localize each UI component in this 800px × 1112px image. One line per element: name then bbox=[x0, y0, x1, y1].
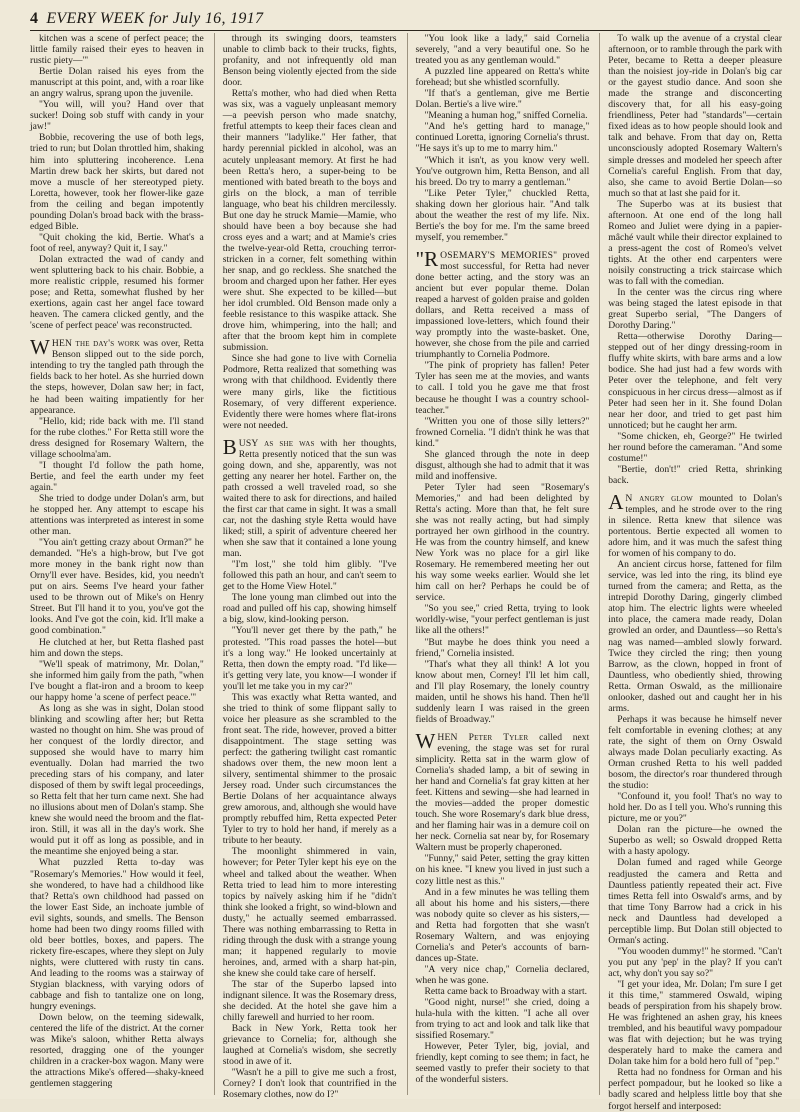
paragraph-text: mounted to Dolan's temples, and he strode over to the ring in silence. Retta knew that silence was portentous. Bertie expected all women to adore him, and it was much the safest thing for women of his company to do. bbox=[608, 492, 782, 560]
body-paragraph bbox=[223, 692, 397, 847]
lead-in: HEN Peter Tyler bbox=[437, 731, 529, 743]
body-paragraph bbox=[416, 603, 590, 636]
paragraph-text: The moonlight shimmered in vain, however; for Peter Tyler kept his eye on the wheel and talked about the weather. When Retta tried to lead him to more interesting topics by naïvely asking him if he "didn't think she looked a fright, so wind-blown and dusty," he actually seemed embarrassed. There was nothing embarrassing to Retta in riding through the dusk with a strange young man; it happened regularly to movie heroines, and, armed with a sharp hat-pin, she knew she could take care of herself. bbox=[222, 846, 397, 979]
paragraph-text: "Confound it, you fool! That's no way to hold her. Do as I tell you. Who's running this picture, me or you?" bbox=[608, 791, 782, 825]
paragraph-text: through its swinging doors, teamsters unable to climb back to their trucks, fights, profanity, and not infrequently old man Benson being violently ejected from the side door. bbox=[222, 33, 397, 89]
body-paragraph bbox=[608, 331, 782, 430]
paragraph-text: Since she had gone to live with Cornelia Podmore, Retta realized that something was wrong with that childhood. Evidently there were many girls, like the fictitious Rosemary, of very different experience. Evidently there were homes where flat-irons were not needed. bbox=[222, 353, 397, 431]
paragraph-text: "I get your idea, Mr. Dolan; I'm sure I get it this time," stammered Oswald, wiping beads of perspiration from his shapely brow. He was frightened an ashen gray, his knees trembled, and his beautiful wavy pompadour was flat with dejection; but he was trying desperately hard to make the camera and Dolan take him for a bold hero full of "pep." bbox=[608, 978, 782, 1068]
paragraph-text: Peter Tyler had seen "Rosemary's Memories," and had been delighted by Retta's acting. More than that, he felt sure she was not really acting, but had simply portrayed her own girlhood in the country. He was from the country himself, and knew New York was no place for a girl like Rosemary. He remembered meeting her out his way some weeks earlier. Would she let him call on her? Perhaps he could be of service. bbox=[415, 481, 590, 604]
paragraph-text: kitchen was a scene of perfect peace; the little family raised their eyes to heaven in rustic piety—'" bbox=[30, 33, 204, 67]
paragraph-text: "Good night, nurse!" she cried, doing a hula-hula with the kitten. "I ache all over from trying to act and look and talk like that sissified Rosemary." bbox=[415, 997, 590, 1042]
paragraph-text: "That's what they all think! A lot you know about men, Corney! I'll let him call, and I'll play Rosemary, the lonely country maiden, until he shows his hand. Then he'll suddenly learn I was raised in the green fields of Broadway." bbox=[415, 658, 590, 725]
body-paragraph bbox=[416, 853, 590, 886]
body-paragraph bbox=[416, 66, 590, 88]
body-paragraph bbox=[223, 979, 397, 1023]
paragraph-text: Down below, on the teeming sidewalk, centered the life of the district. At the corner was Mike's saloon, whither Retta always resorted, dragging one of the younger children in a cracker-box wagon. Many were the attractions Mike's offered—shaky-kneed gentlemen staggering bbox=[30, 1012, 204, 1090]
paragraph-text: "Meaning a human hog," sniffed Cornelia. bbox=[424, 110, 588, 122]
paragraph-text: "You look like a lady," said Cornelia severely, "and a very beautiful one. So he treated you as any gentleman would." bbox=[415, 33, 590, 67]
paragraph-text: "The pink of propriety has fallen! Peter Tyler has seen me at the movies, and wants to call. I told you he gave me that frost because he thought I was a country school-teacher." bbox=[415, 360, 590, 416]
body-paragraph bbox=[223, 846, 397, 979]
paragraph-text: Back in New York, Retta took her grievance to Cornelia; for, although she laughed at Cornelia's wisdom, she secretly stood in awe of it. bbox=[222, 1023, 397, 1068]
body-paragraph bbox=[608, 199, 782, 287]
paragraph-text: "If that's a gentleman, give me Bertie Dolan. Bertie's a live wire." bbox=[415, 88, 590, 111]
paragraph-text: However, Peter Tyler, big, jovial, and friendly, kept coming to see them; in fact, he seemed vastly to prefer their society to that of the wonderful sisters. bbox=[415, 1041, 590, 1086]
section-opening-paragraph bbox=[608, 489, 782, 560]
body-paragraph bbox=[416, 110, 590, 121]
paragraph-text: "You will, will you? Hand over that sucker! Doing sob stuff with candy in your jaw!" bbox=[30, 99, 204, 133]
paragraph-text: And in a few minutes he was telling them all about his home and his sisters,—there was nobody quite so clever as his sisters,—and Retta had forgotten that she wasn't Rosemary Waltern, and was enjoying Cornelia's and Peter's accounts of barn-dances up-State. bbox=[415, 886, 590, 964]
paragraph-text: To walk up the avenue of a crystal clear afternoon, or to ramble through the park with Peter, became to Retta a deeper pleasure than the noisiest joy-ride in Dolan's big car or the gayest studio dance. And soon she made the strange and disconcerting discovery that, for all his easy-going friendliness, Peter had "standards"—certain fixed ideas as to how people should look and talk and behave. From that day on, Retta unconsciously adopted Rosemary Waltern's simple dresses and modeled her speech after Cornelia's careful English. From that day, also, she came to avoid Bertie Dolan—so much so that at last she paid for it. bbox=[608, 33, 782, 199]
body-paragraph bbox=[30, 537, 204, 636]
paragraph-text: What puzzled Retta to-day was "Rosemary's Memories." How would it feel, she wondered, to have had a childhood like that? Retta's own childhood had passed on the lower East Side, an inchoate jumble of evil sights, sounds, and smells. The Benson home had been two dingy rooms filled with old beer bottles, boxes, and papers. The rickety fire-escapes, where they slept on July nights, were cluttered with rusty tin cans. And leading to the rooms was a stairway of Stygian blackness, with varying odors of cabbage and fish to tantalize one on long, hungry evenings. bbox=[30, 857, 204, 1013]
paragraph-text: "You ain't getting crazy about Orman?" he demanded. "He's a high-brow, but I've got more money in the bank right now than Orny'll ever have. Besides, kid, you needn't put on airs. Seems I've heard your father used to be thrown out of Mike's on Henry Street. But I'll hand it to you, you've got the looks. And I've got the coin, kid. It'll make a good combination." bbox=[30, 537, 204, 637]
body-paragraph bbox=[416, 1041, 590, 1085]
body-paragraph bbox=[608, 857, 782, 945]
paragraph-text: Dolan extracted the wad of candy and went spluttering back to his chair. Bobbie, a more realistic cripple, resumed his former pose; and Retta, somewhat flushed by her exertions, again cast her angel face toward heaven. The camera clicked gently, and the 'scene of perfect peace' was reconstructed. bbox=[30, 253, 204, 332]
body-paragraph bbox=[608, 559, 782, 714]
body-paragraph bbox=[608, 431, 782, 464]
lead-in: OSEMARY'S MEMORIES" bbox=[440, 249, 558, 261]
paragraph-text: was over, Retta Benson slipped out to the side porch, intending to try the tangled path through the fields back to her hotel. As she hurried down the steps, however, Dolan saw her; in fact, he had been waiting impatiently for her appearance. bbox=[30, 338, 204, 416]
paragraph-text: He clutched at her, but Retta flashed past him and down the steps. bbox=[30, 636, 204, 659]
body-paragraph bbox=[416, 637, 590, 659]
body-paragraph bbox=[223, 559, 397, 592]
body-paragraph bbox=[30, 460, 204, 493]
drop-cap: W bbox=[30, 335, 50, 360]
paragraph-text: Dolan ran the picture—he owned the Superbo as well; so Oswald dropped Retta with a hasty apology. bbox=[608, 824, 782, 858]
paragraph-text: "A very nice chap," Cornelia declared, when he was gone. bbox=[415, 963, 590, 986]
paragraph-text: "Like Peter Tyler," chuckled Retta, shaking down her glorious hair. "And talk about the weather the rest of my life. Nix. Bertie's the boy for me. I'm the same breed myself, you remember." bbox=[415, 187, 590, 243]
paragraph-text: Retta had no fondness for Orman and his perfect pompadour, but he looked so like a badly scared and helpless little boy that she forgot herself and interposed: bbox=[608, 1067, 782, 1112]
body-paragraph bbox=[608, 946, 782, 979]
paragraph-text: "So you see," cried Retta, trying to look worldly-wise, "your perfect gentleman is just like all the others!" bbox=[415, 603, 590, 637]
body-paragraph bbox=[608, 824, 782, 857]
paragraph-text: The lone young man climbed out into the road and pulled off his cap, showing himself a big, slow, kind-looking person. bbox=[222, 592, 397, 626]
paragraph-text: Perhaps it was because he himself never felt comfortable in evening clothes; at any rate, the sight of them on Orny Oswald always made Dolan peculiarly exacting. As Orman crushed Retta to his well padded bosom, the director's roar thundered through the studio: bbox=[608, 713, 782, 792]
body-paragraph bbox=[416, 155, 590, 188]
paragraph-text: Retta came back to Broadway with a start. bbox=[424, 985, 588, 997]
body-paragraph bbox=[30, 99, 204, 132]
column-4 bbox=[599, 33, 782, 1112]
body-paragraph bbox=[608, 979, 782, 1067]
body-paragraph bbox=[608, 464, 782, 486]
body-paragraph bbox=[30, 33, 204, 66]
body-paragraph bbox=[223, 88, 397, 353]
body-paragraph bbox=[608, 791, 782, 824]
paragraph-text: The Superbo was at its busiest that afternoon. At one end of the long hall Romeo and Juliet were dying in a papier-mâché vault while their director explained to a press-agent the cost of Romeo's velvet tights. At the other end carpenters were noisily constructing a trick staircase which was to fall with the comedian. bbox=[608, 198, 782, 288]
body-paragraph bbox=[30, 637, 204, 659]
column-2 bbox=[214, 33, 397, 1101]
paragraph-text: In the center was the circus ring where was being staged the latest episode in that great Superbo serial, "The Dangers of Dorothy Daring." bbox=[608, 287, 782, 332]
body-paragraph bbox=[416, 121, 590, 154]
paragraph-text: "But maybe he does think you need a friend," Cornelia insisted. bbox=[415, 636, 590, 659]
body-paragraph bbox=[416, 88, 590, 110]
body-paragraph bbox=[223, 592, 397, 625]
paragraph-text: Dolan fumed and raged while George readjusted the camera and Retta and Dauntless patiently repeated their act. Five times Retta fell into Oswald's arms, and by that time Tony Barrow had a crick in his neck and Dauntless had developed a perceptible limp. But Dolan still objected to Orman's acting. bbox=[608, 857, 782, 946]
paragraph-text: "You wooden dummy!" he stormed. "Can't you put any 'pep' in the play? If you can't act, why don't you say so?" bbox=[608, 945, 782, 979]
drop-cap: "R bbox=[415, 246, 439, 271]
paragraph-text: "And he's getting hard to manage," continued Loretta, ignoring Cornelia's thrust. "He says it's up to me to marry him." bbox=[415, 121, 590, 155]
body-paragraph bbox=[416, 449, 590, 482]
paragraph-text: "Written you one of those silly letters?" frowned Cornelia. "I didn't think he was that kind." bbox=[415, 415, 590, 449]
body-paragraph bbox=[416, 887, 590, 964]
paragraph-text: "Which it isn't, as you know very well. You've outgrown him, Retta Benson, and all his breed. Do try to marry a gentleman." bbox=[415, 154, 590, 188]
body-paragraph bbox=[416, 33, 590, 66]
column-1 bbox=[30, 33, 204, 1095]
paragraph-text: proved most successful, for Retta had never done better acting, and the story was an ancient but ever popular theme. Dolan reaped a harvest of golden praise and golden dollars, and Retta received a mass of impassioned love-letters, which found their way promptly into the waste-basket. One, however, she chose from the pile and carried triumphantly to Cornelia Podmore. bbox=[415, 249, 590, 361]
drop-cap: B bbox=[222, 434, 237, 459]
column-3 bbox=[407, 33, 590, 1095]
body-paragraph bbox=[30, 132, 204, 231]
section-opening-paragraph bbox=[415, 728, 590, 854]
body-paragraph bbox=[416, 986, 590, 997]
paragraph-text: She glanced through the note in deep disgust, although she had to admit that it was mild and inoffensive. bbox=[415, 448, 590, 482]
body-paragraph bbox=[416, 964, 590, 986]
body-paragraph bbox=[416, 416, 590, 449]
body-paragraph bbox=[30, 66, 204, 99]
paragraph-text: "Funny," said Peter, setting the gray kitten on his knee. "I knew you lived in just such a cozy little nest as this." bbox=[415, 853, 590, 887]
body-paragraph bbox=[416, 482, 590, 604]
paragraph-text: "I'm lost," she told him glibly. "I've followed this path an hour, and can't seem to get to the Home View Hotel." bbox=[222, 559, 397, 593]
paragraph-text: Bertie Dolan raised his eyes from the manuscript at this point, and, with a roar like an angry walrus, sprang upon the juvenile. bbox=[30, 66, 204, 100]
paragraph-text: "Hello, kid; ride back with me. I'll stand for the rube clothes." For Retta still wore the dress designed for Rosemary Waltern, the village schoolma'am. bbox=[30, 415, 204, 460]
drop-cap: A bbox=[608, 489, 624, 514]
paragraph-text: "I thought I'd follow the path home, Bertie, and feel the earth under my feet again." bbox=[30, 459, 204, 493]
body-paragraph bbox=[223, 1023, 397, 1067]
drop-cap: W bbox=[415, 728, 436, 753]
body-paragraph bbox=[608, 33, 782, 199]
paragraph-text: A puzzled line appeared on Retta's white forehead; but she whistled scornfully. bbox=[415, 66, 590, 89]
paragraph-text: This was exactly what Retta wanted, and she tried to think of some flippant sally to voice her pleasure as she scrambled to the front seat. The ride, however, proved a bitter disappointment. The stage setting was perfect: the gathering twilight cast romantic shadows over them, the new moon lent a silvery, sentimental shimmer to the prosaic Jersey road. Under such circumstances the Bertie Dolans of her acquaintance always grew amorous, and, although she would have promptly rebuffed him, Retta expected Peter Tyler to try to hold her hand, if merely as a tribute to her beauty. bbox=[222, 691, 397, 847]
body-paragraph bbox=[30, 254, 204, 331]
lead-in: N angry glow bbox=[625, 492, 693, 504]
body-paragraph bbox=[30, 416, 204, 460]
body-paragraph bbox=[416, 188, 590, 243]
paragraph-text: "Quit choking the kid, Bertie. What's a foot of reel, anyway? Quit it, I say." bbox=[30, 231, 204, 254]
paragraph-text: "We'll speak of matrimony, Mr. Dolan," she informed him gaily from the path, "when I've bought a flat-iron and a broom to keep our happy home 'a scene of perfect peace.'" bbox=[30, 658, 204, 703]
body-paragraph bbox=[30, 232, 204, 254]
body-paragraph bbox=[30, 1012, 204, 1089]
page-number: 4 bbox=[30, 10, 39, 27]
body-paragraph bbox=[223, 625, 397, 691]
paragraph-text: She tried to dodge under Dolan's arm, but he stopped her. Any attempt to escape his attentions was interpreted as interest in some other man. bbox=[30, 492, 204, 538]
body-paragraph bbox=[608, 1067, 782, 1111]
body-paragraph bbox=[30, 659, 204, 703]
section-opening-paragraph bbox=[415, 246, 590, 361]
running-title: EVERY WEEK for July 16, 1917 bbox=[46, 10, 264, 27]
paragraph-text: "Some chicken, eh, George?" He twirled her round before the cameraman. "And some costume!" bbox=[608, 430, 782, 464]
section-opening-paragraph bbox=[222, 434, 397, 560]
paragraph-text: "Wasn't he a pill to give me such a frost, Corney? I don't look that countrified in the Rosemary clothes, now do I?" bbox=[222, 1067, 397, 1101]
running-head bbox=[30, 6, 770, 31]
body-paragraph bbox=[30, 703, 204, 858]
body-paragraph bbox=[223, 353, 397, 430]
paragraph-text: An ancient circus horse, fattened for film service, was led into the ring, its blind eye turned from the camera; and Retta, as the intrepid Dorothy Daring, gingerly climbed atop him. The electric lights were wheeled into place, the camera made ready, Dolan growled an order, and Dauntless—so Retta's nag was named—ambled slowly forward. Twice they circled the ring; then young Barrow, as the clown, hopped in front of Dauntless, who obediently shied, throwing Retta. Orman Oswald, as the millionaire onlooker, dashed out and caught her in his arms. bbox=[608, 559, 782, 714]
body-paragraph bbox=[223, 33, 397, 88]
paragraph-text: As long as she was in sight, Dolan stood blinking and scowling after her; but Retta wasted no thought on him. She was proud of her conquest of the lordly director, and supposed she would have to marry him eventually. Dolan had married the two preceding stars of his company, and later disposed of them by swift legal proceedings, so Retta felt that her turn came next. She had no illusions about men of Dolan's stamp. She knew she would need the broom and the flat-iron. Still, it was all in the day's work. She would put it off as long as possible, and in the meantime she enjoyed being a star. bbox=[30, 702, 204, 858]
body-paragraph bbox=[416, 997, 590, 1041]
body-paragraph bbox=[223, 1067, 397, 1100]
paragraph-text: "You'll never get there by the path," he protested. "This road passes the hotel—but it's a long way." He looked uncertainly at Retta, then down the empty road. "I'd like—it's getting very late, you know—I wonder if you'll let me take you in my car?" bbox=[222, 625, 397, 692]
paragraph-text: Retta—otherwise Dorothy Daring—stepped out of her dingy dressing-room in fluffy white skirts, with bare arms and a low bodice. She had just had a few words with Peter over the telephone, and felt very conspicuous in her circus dress—almost as if Peter had seen her in it. She found Dolan near her door, and tried to get past him unnoticed; but he caught her arm. bbox=[608, 331, 782, 431]
body-paragraph bbox=[608, 287, 782, 331]
paragraph-text: Bobbie, recovering the use of both legs, tried to run; but Dolan throttled him, shaking him into spluttering incoherence. Lena Martin drew back her skirts, but dared not move a muscle of her stereotyped piety. Loretta, however, took her flower-like gaze from the ceiling and began impotently pounding Dolan's broad back with the brass-edged Bible. bbox=[30, 132, 204, 232]
article-columns bbox=[30, 33, 782, 1112]
body-paragraph bbox=[416, 659, 590, 725]
body-paragraph bbox=[416, 360, 590, 415]
section-opening-paragraph bbox=[30, 335, 204, 416]
paragraph-text: The star of the Superbo lapsed into indignant silence. It was the Rosemary dress, she decided. At the hotel she gave him a chilly farewell and hurried to her room. bbox=[222, 978, 397, 1024]
body-paragraph bbox=[608, 714, 782, 791]
lead-in: HEN the day's work bbox=[51, 338, 140, 350]
paragraph-text: Retta's mother, who had died when Retta was six, was a vaguely unpleasant memory—a peevish person who made snatchy, fretful attempts to keep their faces clean and their manners "ladylike." Her father, that hardy perennial pickled in alcohol, was an acutely unpleasant memory. At first he had been Retta's hero, a super-being to be mentioned with bated breath to the boys and girls on the block, a man of terrible language, who beat his children mercilessly. But one day he struck Mamie—Mamie, who should have been a boy because she had cross eyes and a wart; and at Mamie's cries the twelve-year-old Retta, crouching terror-stricken in a corner, felt something within her snap, and go reckless. She snatched the broom and charged upon her father. Her eyes were shut. She expected to be killed—but her idol crumbled. Old Benson made only a feeble resistance to this waspike attack. She drove him, whimpering, into the hall; and after that the broom kept him in complete submission. bbox=[222, 88, 397, 354]
paragraph-text: with her thoughts, Retta presently noticed that the sun was going down, and she, apparently, was not getting any nearer her hotel. Farther on, the path crossed a well traveled road, so she waited there to ask for directions, and hailed the first car that came in sight. It was a small car, not the dashing style Retta would have liked; still, a spirit of adventure cheered her when she saw that it contained a lone young man. bbox=[222, 437, 397, 560]
body-paragraph bbox=[30, 493, 204, 537]
paragraph-text: called next evening, the stage was set for rural simplicity. Retta sat in the warm glow of Cornelia's shaded lamp, a bit of sewing in her hand and Cornelia's fat gray kitten at her feet. Kittens and sewing—she had learned in the movies—added the proper domestic touch. She wore Rosemary's dark blue dress, and her flaming hair was in a demure coil on her neck. Cornelia sat near by, for Rosemary Waltern must be properly chaperoned. bbox=[415, 731, 590, 854]
paragraph-text: "Bertie, don't!" cried Retta, shrinking back. bbox=[608, 463, 782, 486]
body-paragraph bbox=[30, 857, 204, 1012]
lead-in: USY as she was bbox=[238, 437, 315, 449]
